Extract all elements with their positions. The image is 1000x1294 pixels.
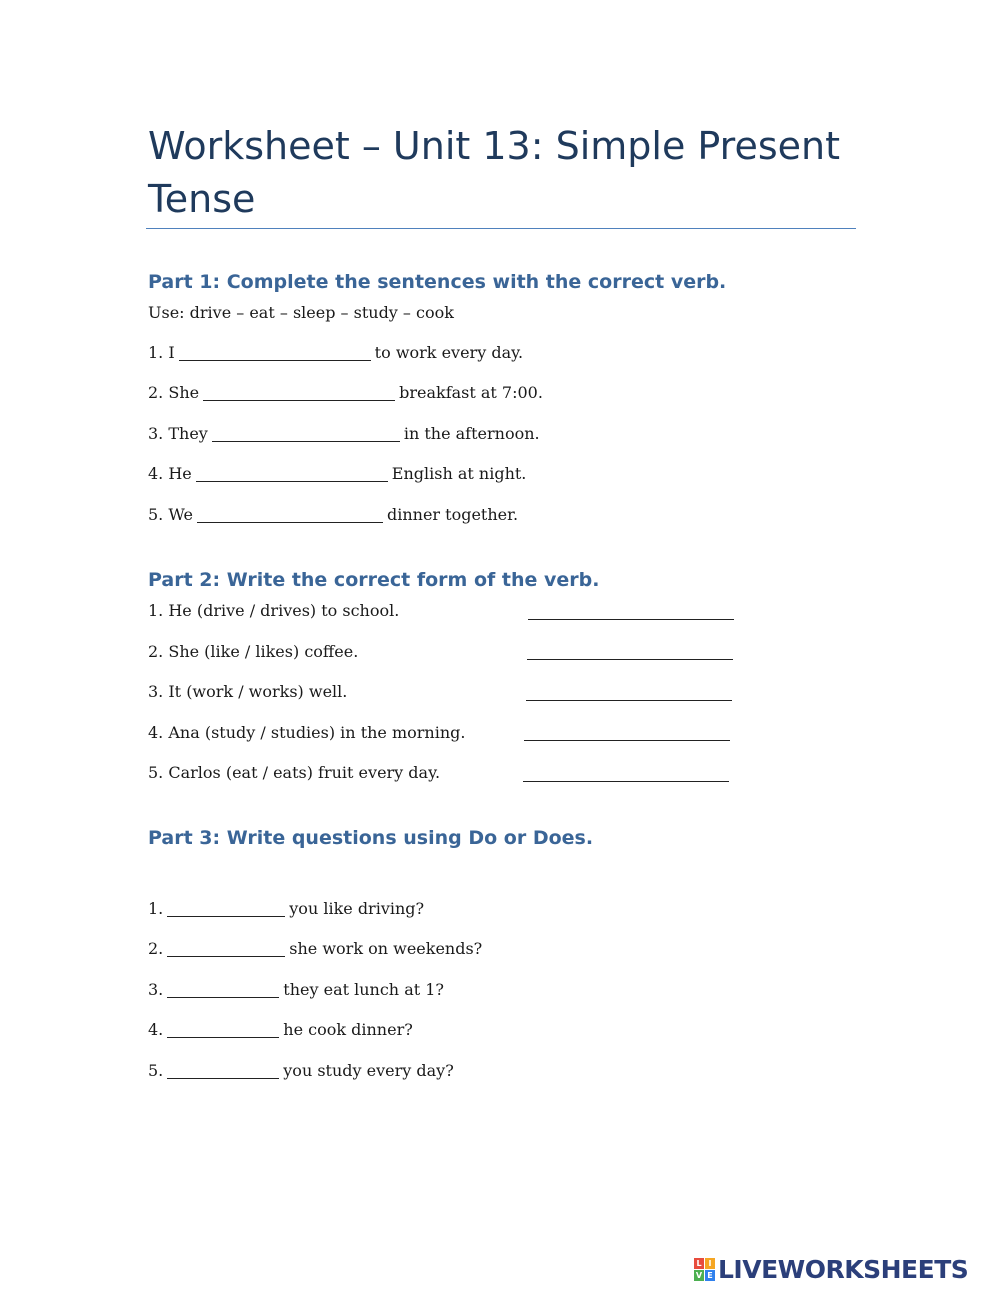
answer-blank[interactable] [167,901,285,917]
item-end: to work every day. [374,343,524,362]
item-end: she work on weekends? [289,939,483,958]
part1-instruction: Use: drive – eat – sleep – study – cook [148,303,454,322]
item-end: breakfast at 7:00. [399,383,543,402]
logo-text: LIVEWORKSHEETS [718,1254,969,1284]
part2-item: 2. She (like / likes) coffee. [148,642,359,661]
item-start: 3. They [148,424,208,443]
part2-item: 4. Ana (study / studies) in the morning. [148,723,466,742]
answer-blank[interactable] [196,466,388,482]
part3-item [148,1060,454,1082]
part2-item: 5. Carlos (eat / eats) fruit every day. [148,763,441,782]
title-divider [146,228,856,229]
answer-blank[interactable] [179,345,371,361]
part1-item [148,423,540,445]
part3-item [148,938,482,960]
item-end: in the afternoon. [403,424,540,443]
part1-item [148,342,523,364]
part1-heading: Part 1: Complete the sentences with the correct verb. [148,271,727,293]
item-number: 4. [148,1020,164,1039]
page-title: Worksheet – Unit 13: Simple Present Tense [148,124,840,221]
item-number: 2. [148,939,164,958]
item-end: you study every day? [283,1061,454,1080]
logo-mark-icon [694,1258,715,1281]
item-start: 5. We [148,505,193,524]
item-end: dinner together. [386,505,519,524]
liveworksheets-logo[interactable] [694,1255,968,1283]
part2-heading: Part 2: Write the correct form of the verb. [148,569,600,591]
part3-item [148,1019,413,1041]
part1-item [148,504,518,526]
part2-item: 1. He (drive / drives) to school. [148,601,400,620]
item-number: 1. [148,899,164,918]
answer-blank[interactable] [167,941,285,957]
answer-blank[interactable] [167,982,279,998]
item-number: 5. [148,1061,164,1080]
answer-line[interactable] [523,781,729,782]
answer-blank[interactable] [197,507,383,523]
item-end: English at night. [391,464,527,483]
logo-mark-letter: L [694,1258,704,1269]
part3-heading: Part 3: Write questions using Do or Does. [148,827,594,849]
part3-item [148,898,424,920]
part1-item [148,382,543,404]
item-number: 3. [148,980,164,999]
part1-item [148,463,526,485]
part3-item [148,979,444,1001]
logo-mark-letter: I [705,1258,715,1269]
item-end: he cook dinner? [283,1020,413,1039]
item-start: 1. I [148,343,175,362]
answer-line[interactable] [524,740,730,741]
item-end: they eat lunch at 1? [283,980,445,999]
item-start: 2. She [148,383,200,402]
answer-blank[interactable] [167,1022,279,1038]
answer-blank[interactable] [167,1063,279,1079]
answer-blank[interactable] [212,426,400,442]
item-start: 4. He [148,464,192,483]
answer-line[interactable] [527,659,733,660]
logo-mark-letter: V [695,1270,703,1280]
answer-blank[interactable] [203,385,395,401]
logo-mark-letter: E [705,1270,715,1281]
item-end: you like driving? [289,899,425,918]
answer-line[interactable] [526,700,732,701]
part2-item: 3. It (work / works) well. [148,682,348,701]
answer-line[interactable] [528,619,734,620]
